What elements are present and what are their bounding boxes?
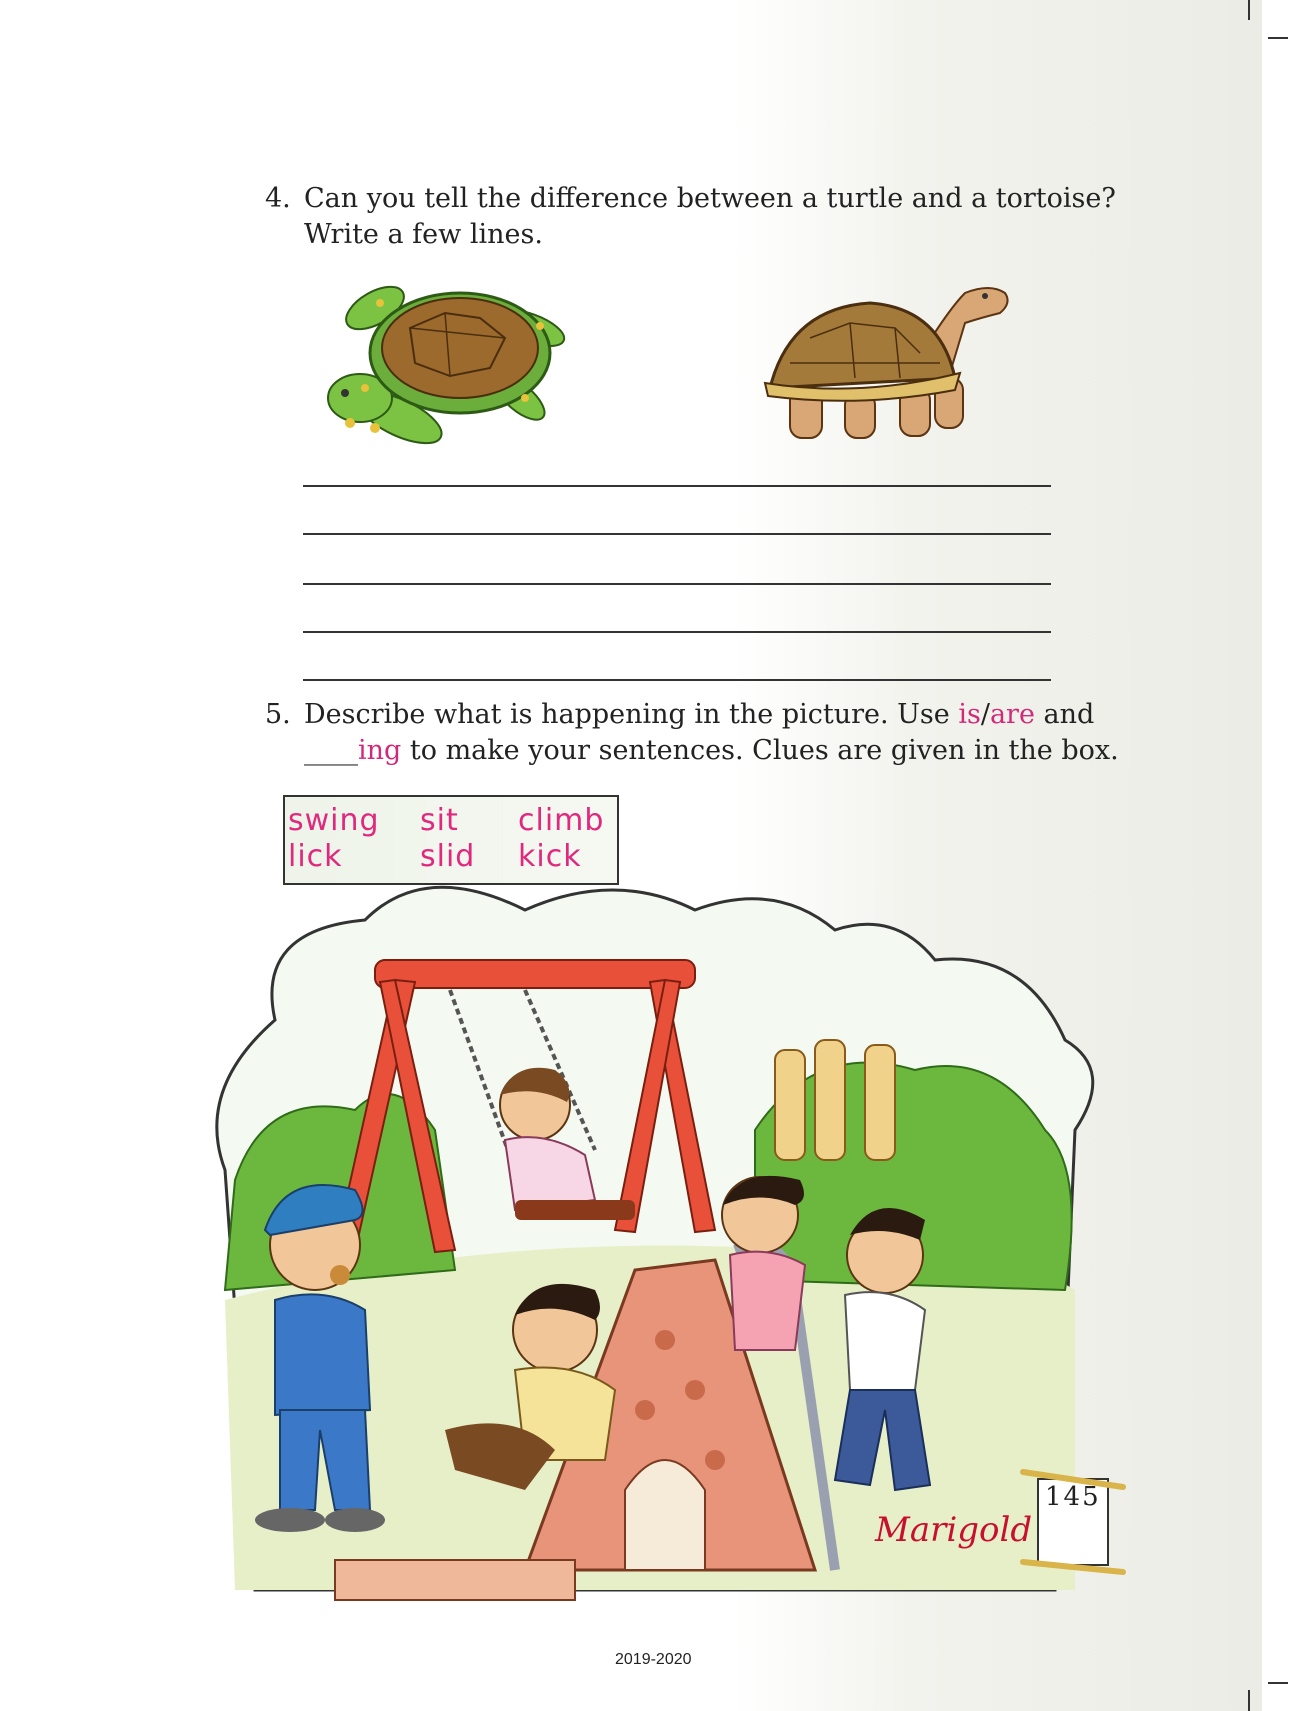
page-margin xyxy=(1262,0,1313,1711)
crop-mark-bottom xyxy=(1248,1690,1250,1711)
question-text-line1: Describe what is happening in the picture. Use is/are and xyxy=(304,699,1095,730)
crop-mark-bottom-right xyxy=(1268,1682,1288,1684)
question-4 xyxy=(265,181,1116,261)
answer-line-4[interactable] xyxy=(303,631,1051,633)
tortoise-illustration xyxy=(750,278,1020,458)
question-number: 5. xyxy=(265,699,291,730)
answer-line-1[interactable] xyxy=(303,485,1051,487)
question-text-line1: Can you tell the difference between a turtle and a tortoise? xyxy=(304,183,1116,214)
crop-mark-top-right xyxy=(1268,37,1288,39)
page-number: 145 xyxy=(1045,1482,1101,1512)
question-number: 4. xyxy=(265,183,291,214)
edition-year: 2019-2020 xyxy=(615,1651,692,1668)
crop-mark-top xyxy=(1248,0,1250,20)
answer-line-5[interactable] xyxy=(303,679,1051,681)
question-text-line2: ____ing to make your sentences. Clues are given in the box. xyxy=(304,735,1119,766)
turtle-illustration xyxy=(320,258,580,458)
question-text-line2: Write a few lines. xyxy=(304,219,543,250)
clue-word: swing xyxy=(288,803,380,838)
answer-line-2[interactable] xyxy=(303,533,1051,535)
playground-illustration xyxy=(195,870,1135,1610)
clue-word: slid xyxy=(420,839,476,874)
clue-word: climb xyxy=(518,803,605,838)
clue-word: lick xyxy=(288,839,343,874)
answer-line-3[interactable] xyxy=(303,583,1051,585)
question-5 xyxy=(265,697,1119,777)
book-name: Marigold xyxy=(875,1510,1033,1550)
clue-word: sit xyxy=(420,803,459,838)
clue-word: kick xyxy=(518,839,582,874)
